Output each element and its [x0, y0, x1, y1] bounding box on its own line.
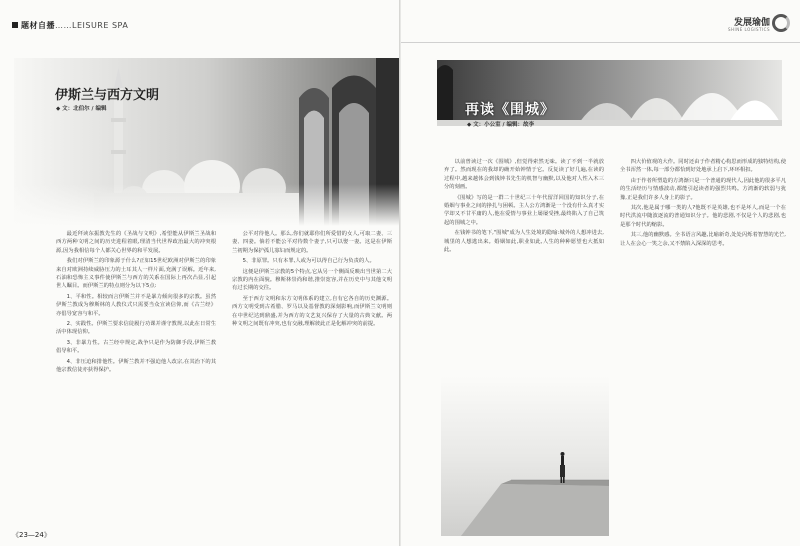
paragraph: 我们对伊斯兰的印象源于什么?正如15世纪欧洲对伊斯兰的印象来自对欧洲持续威胁压力的土耳其人一样片面,充满了误解。近年来,石油和恐怖主义事件使伊斯兰与西方的关系在国际上再次凸显,引起世人瞩目。而伊斯兰的特点则分为以下5点: — [56, 258, 216, 290]
header-rule — [401, 42, 800, 43]
paragraph: 最近拜读东振教先生的《圣战与文明》,希望能从伊斯兰圣战和西方两种文明之间的历史进程着眼,理清当代世界政治最大的冲突根源,因为我相信每个人都关心世界的和平发展。 — [56, 231, 216, 254]
paragraph: 4、非压迫和排他性。伊斯兰教并不强迫他人改宗,在其治下的其他宗教信徒亦获得保护。 — [56, 358, 216, 374]
section-title-cn: 题材自播 — [21, 21, 55, 30]
body-column-2 — [232, 230, 392, 530]
paragraph: 公平对待他人。那么,你们就耶你们所爱惜的女人,可取二妻、三妻、四妻。倘若不能公平对待数个妻子,只可以娶一妻。这是在伊斯兰初期为保护孤儿寡妇而规定的。 — [232, 231, 392, 254]
section-dots: …… — [55, 21, 72, 30]
paragraph: 其次,他是属于哪一类的人?他既不是英雄,也不是坏人,而是一个在时代洪流中随波逐流的普通知识分子。他的悲剧,不仅是个人的悲剧,也是那个时代的缩影。 — [620, 205, 786, 228]
paragraph: 这便是伊斯兰宗教的5个特点,它从另一个侧面反映出当世第二大宗教的内在面貌。穆斯林崇尚和谐,推崇宽容,并在历史中与其他文明有过长期的交往。 — [232, 268, 392, 292]
body-column-4 — [620, 158, 786, 518]
article-title: 再读《围城》 — [465, 102, 555, 118]
article-title: 伊斯兰与西方文明 — [55, 88, 160, 103]
section-title-en: LEISURE SPA — [72, 21, 129, 30]
paragraph: 至于西方文明和东方文明体系的建立,自有它各自的历史渊源。西方文明受到古希腊、罗马以及基督教的深刻影响,而伊斯兰文明则在中世纪达到鼎盛,并为西方的文艺复兴保存了大量的古典文献。两种文明之间既有冲突,也有交融,理解彼此正是化解冲突的前提。 — [232, 295, 392, 328]
paragraph: 四大价值观的大作。同时还由于作者精心构思而形成的独特结构,使全书浑然一体,每一部分都恰到好处地承上启下,环环相扣。 — [620, 159, 786, 174]
paragraph: 3、非暴力性。古兰经中规定,战争只是作为防御手段,伊斯兰教倡导和平。 — [56, 339, 216, 355]
paragraph: 5、非原罪。只有本罪,人或为可以得自己行为负责的人。 — [242, 258, 375, 265]
brand-subtitle: SHINE LOGISTICS — [727, 27, 770, 32]
square-bullet-icon — [12, 22, 18, 28]
paragraph: 其三,他的幽默感。全书语言风趣,比喻新奇,处处闪烁着智慧的光芒,让人在会心一笑之余,又不禁陷入深深的思考。 — [620, 232, 786, 247]
body-column-1 — [56, 230, 216, 530]
paragraph: 1、平和性。相较而言伊斯兰并不是暴力倾向很多的宗教。虽然伊斯兰教成为穆斯林的人教仪式只需要当众宣读信仰,而《古兰经》亦倡导宽容与和平。 — [56, 293, 216, 317]
page-number: 《23—24》 — [12, 531, 51, 539]
brand-name: 发展瑜伽 — [733, 18, 770, 28]
paragraph: 《围城》写的是一群二十世纪三十年代留洋回国的知识分子,在婚姻与事业之间的挣扎与困顿。主人公方鸿渐是一个没有什么真才实学却又不甘平庸的人,他在爱情与事业上屡屡受挫,最终陷入了自己筑起的围城之中。 — [444, 194, 604, 226]
body-column-3 — [444, 158, 604, 488]
left-page — [0, 0, 399, 546]
paragraph: 2、实践性。伊斯兰要求信徒履行功课并谨守教规,以此在日常生活中体现信仰。 — [56, 321, 216, 336]
paragraph: 以前曾读过一次《围城》,但觉得索然无味。读了不到一半就放弃了。然而现在的我却的确开始钟情于它。反复读了好几遍,在读的过程中,越来越体会到钱钟书先生的机智与幽默,以及他对人性入木三分的刻画。 — [444, 159, 604, 191]
right-page — [401, 0, 800, 546]
paragraph: 在钱钟书的笔下,"围城"成为人生处境的隐喻:城外的人想冲进去,城里的人想逃出来。婚姻如此,职业如此,人生的种种愿望也大抵如此。 — [444, 230, 604, 254]
section-header — [12, 20, 128, 31]
article-author: ◆ 文：北伯尔 / 编辑 — [56, 106, 107, 112]
article-author: ◆ 文：小公室 / 编辑：故李 — [467, 122, 534, 128]
paragraph: 由于作者所塑造的方鸿渐只是一个普通的现代人,因此他的很多平凡的生活经历与情感波动,都能引起读者的强烈共鸣。方鸿渐的软弱与犹豫,正是我们许多人身上的影子。 — [620, 177, 786, 201]
brand-logo-icon — [772, 14, 790, 32]
